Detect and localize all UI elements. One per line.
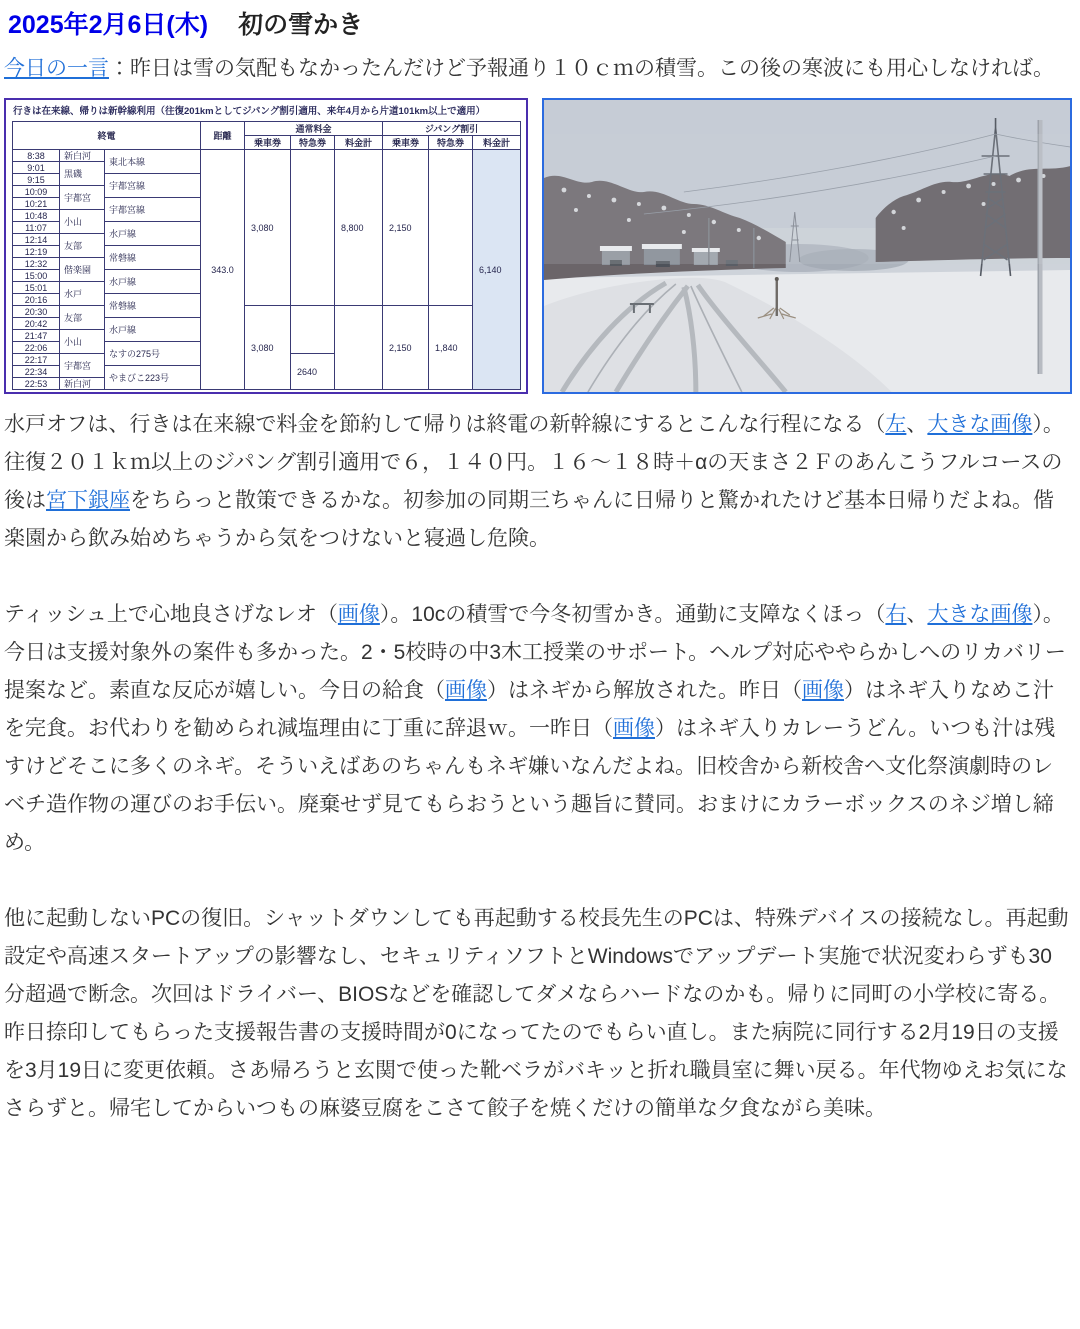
fare-cell: 12:32 [13,258,60,270]
fare-cell: 常磐線 [105,294,201,318]
fare-cell: 水戸線 [105,318,201,342]
fare-cell: 宇都宮 [60,354,105,378]
fare-cell: 22:06 [13,342,60,354]
header-express: 特急券 [291,136,335,150]
inline-link[interactable]: 宮下銀座 [46,489,130,512]
fare-cell: 友部 [60,306,105,330]
media-row [4,98,1072,394]
fare-cell: 小山 [60,210,105,234]
fare-cell: 宇都宮線 [105,198,201,222]
inline-link[interactable]: 大きな画像 [927,413,1033,436]
header-ticket: 乗車券 [383,136,429,150]
fare-table-caption: 行きは在来線、帰りは新幹線利用（往復201kmとしてジパング割引適用、来年4月から片道101km以上で適用） [13,106,486,117]
fare-cell: 水戸 [60,282,105,306]
fare-cell: 常磐線 [105,246,201,270]
fare-cell: 11:07 [13,222,60,234]
fare-cell: 2,150 [383,306,429,390]
inline-link[interactable]: 画像 [613,717,655,740]
text-run: 水戸オフは、行きは在来線で料金を節約して帰りは終電の新幹線にするとこんな行程になる（ [4,413,886,436]
fare-cell: 水戸線 [105,270,201,294]
header-express: 特急券 [429,136,473,150]
text-run: ）はネギ入りカレーうどん。いつも汁は残すけどそこに多くのネギ。そういえばあのちゃんもネギ嫌いなんだよね。旧校舎から新校舎へ文化祭演劇時のレベチ造作物の運びのお手伝い。廃棄せず見てもらおうという趣旨に賛同。おまけにカラーボックスのネジ増し締め。 [4,717,1056,854]
fare-cell: 小山 [60,330,105,354]
fare-table-image[interactable] [4,98,528,394]
fare-cell: 9:01 [13,162,60,174]
fare-table-body [13,150,521,390]
fare-cell: 22:34 [13,366,60,378]
text-run: ）はネギから解放された。昨日（ [487,679,802,702]
fare-cell: 22:53 [13,378,60,390]
text-run: をちらっと散策できるかな。初参加の同期三ちゃんに日帰りと驚かれたけど基本日帰りだよね。偕楽園から飲み始めちゃうから気をつけないと寝過し危険。 [4,489,1054,550]
fare-cell: 偕楽園 [60,258,105,282]
fare-cell: やまびこ223号 [105,366,201,390]
fare-cell: 3,080 [245,150,291,306]
header-kyori: 距離 [201,122,245,150]
fare-cell: 水戸線 [105,222,201,246]
inline-link[interactable]: 左 [885,413,907,436]
fare-cell: 8:38 [13,150,60,162]
fare-cell: 15:01 [13,282,60,294]
text-run: 、 [906,413,928,436]
inline-link[interactable]: 大きな画像 [927,603,1033,626]
fare-cell: 6,140 [473,150,521,390]
entry-subject: 初の雪かき [238,11,364,39]
inline-link[interactable]: 今日の一言 [4,57,109,80]
text-run: ）はネギ入りなめこ汁を完食。お代わりを勧められ減塩理由に丁重に辞退ｗ。一昨日（ [4,679,1054,740]
fare-cell: 黒磯 [60,162,105,186]
snow-photo-image[interactable] [542,98,1072,394]
fare-cell: 友部 [60,234,105,258]
inline-link[interactable]: 画像 [802,679,844,702]
fare-cell: 新白河 [60,378,105,390]
header-jipang-discount: ジパング割引 [383,122,521,136]
header-ticket: 乗車券 [245,136,291,150]
fare-cell: 12:19 [13,246,60,258]
fare-cell: 東北本線 [105,150,201,174]
fare-cell: 2640 [291,354,335,390]
fare-cell: 20:16 [13,294,60,306]
paragraph-school-day [4,596,1072,862]
fare-cell: 宇都宮線 [105,174,201,198]
fare-cell: 3,080 [245,306,291,390]
page-title [8,10,1072,40]
text-run: 他に起動しないPCの復旧。シャットダウンしても再起動する校長先生のPCは、特殊デバイスの接続なし。再起動設定や高速スタートアップの影響なし、セキュリティソフトとWindowsでアップデート実施で状況変わらずも30分超過で断念。次回はドライバー、BIOSなどを確認してダメならハードなのかも。帰りに同町の小学校に寄る。昨日捺印してもらった支援報告書の支援時間が0になってたのでもらい直し。また病院に同行する2月19日の支援を3月19日に変更依頼。さあ帰ろうと玄関で使った靴ベラがバキッと折れ職員室に舞い戻る。年代物ゆえお気になさらずと。帰宅してからいつもの麻婆豆腐をこさて餃子を焼くだけの簡単な夕食ながら美味。 [4,907,1069,1120]
fare-cell: 12:14 [13,234,60,246]
snow-photo-illustration [544,100,1070,392]
fare-cell: 新白河 [60,150,105,162]
fare-cell: なすの275号 [105,342,201,366]
intro-paragraph [4,50,1072,88]
fare-cell: 20:42 [13,318,60,330]
inline-link[interactable]: 画像 [445,679,487,702]
paragraph-itinerary [4,406,1072,558]
fare-cell: 8,800 [335,150,383,306]
paragraph-pc-repair [4,900,1072,1128]
text-run: ）。10cの積雪で今冬初雪かき。通勤に支障なくほっ（ [379,603,886,626]
text-run: ：昨日は雪の気配もなかったんだけど予報通り１０ｃｍの積雪。この後の寒波にも用心しなければ。 [109,57,1054,80]
text-run: 、 [906,603,928,626]
fare-cell: 343.0 [201,150,245,390]
fare-cell: 宇都宮 [60,186,105,210]
header-shuden: 終電 [13,122,201,150]
fare-table-header [13,122,521,150]
header-total: 料金計 [473,136,521,150]
fare-cell: 22:17 [13,354,60,366]
inline-link[interactable]: 画像 [337,603,380,626]
text-run: ）。往復２０１ｋｍ以上のジパング割引適用で６，１４０円。１６～１８時＋αの天まさ２Ｆのあんこうフルコースの後は [4,413,1064,512]
fare-row [13,306,521,318]
fare-cell [291,306,335,354]
inline-link[interactable]: 右 [885,603,907,626]
fare-table [12,121,521,390]
fare-cell: 10:48 [13,210,60,222]
fare-row [13,150,521,162]
fare-cell: 21:47 [13,330,60,342]
fare-cell [291,150,335,306]
fare-cell [335,306,383,390]
header-normal-fare: 通常料金 [245,122,383,136]
fare-cell: 10:09 [13,186,60,198]
fare-cell: 2,150 [383,150,429,306]
fare-cell [429,150,473,306]
fare-cell: 20:30 [13,306,60,318]
fare-cell: 15:00 [13,270,60,282]
text-run: ティッシュ上で心地良さげなレオ（ [4,603,338,626]
entry-date: 2025年2月6日(木) [8,11,209,39]
header-total: 料金計 [335,136,383,150]
fare-cell: 1,840 [429,306,473,390]
fare-cell: 10:21 [13,198,60,210]
text-run: ）。今日は支援対象外の案件も多かった。2・5校時の中3木工授業のサポート。ヘルプ対応ややらかしへのリカバリー提案など。素直な反応が嬉しい。今日の給食（ [4,603,1066,702]
fare-cell: 9:15 [13,174,60,186]
